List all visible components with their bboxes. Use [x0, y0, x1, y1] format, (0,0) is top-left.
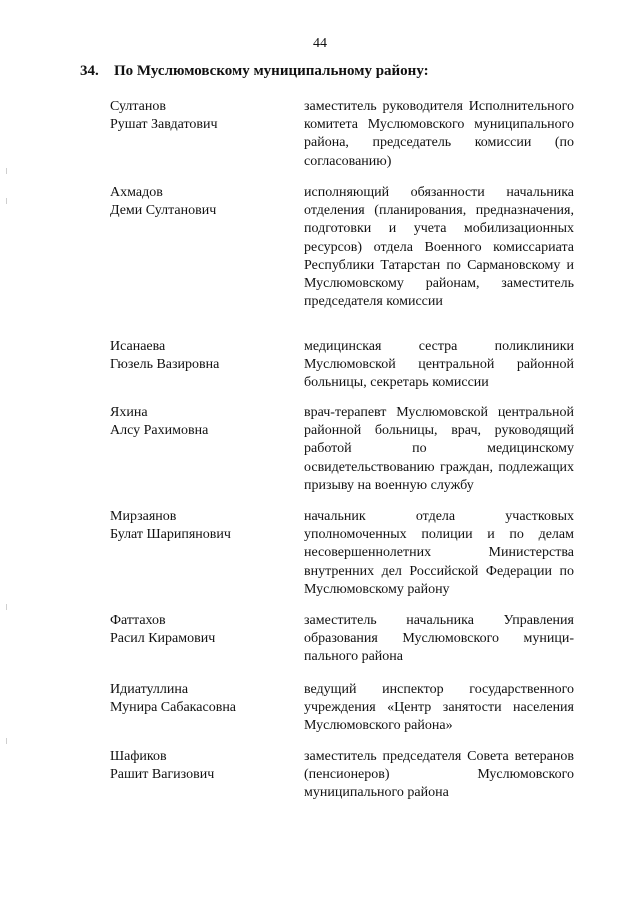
member-role: начальник отдела участковых уполномоченных полиции и по делам несовершеннолетних Министерства внутренних дел Российской Федерации по Муслюмовскому району — [304, 509, 574, 597]
member-name — [110, 681, 290, 717]
member-name — [110, 338, 290, 374]
scan-edge-mark — [6, 604, 7, 610]
member-surname: Идиатуллина — [110, 682, 189, 697]
member-given-names: Булат Шарипянович — [110, 527, 231, 542]
section-title — [80, 62, 600, 80]
section-title-text: По Муслюмовскому муниципальному району: — [114, 63, 429, 79]
member-role: медицинская сестра поликлиники Муслюмовской центральной районной больницы, секретарь комиссии — [304, 339, 574, 391]
member-given-names: Рушат Завдатович — [110, 117, 218, 132]
member-given-names: Рашит Вагизович — [110, 767, 215, 782]
page-number: 44 — [313, 36, 327, 51]
member-role: исполняющий обязанности начальника отделения (планирования, предназначения, подготовки и учета мобилизационных ресурсов) отдела Военного комиссариата Республики Татарстан по Сармановскому и Муслюмовскому районам, заместитель председателя комиссии — [304, 185, 574, 310]
member-surname: Султанов — [110, 99, 166, 114]
section-number: 34. — [80, 63, 99, 79]
member-surname: Шафиков — [110, 749, 167, 764]
member-name — [110, 184, 290, 220]
member-given-names: Деми Султанович — [110, 203, 217, 218]
member-role: врач-терапевт Муслюмовской центральной районной больницы, врач, руководящий работой по медицинскому освидетельствованию граждан, подлежащих призыву на военную службу — [304, 405, 574, 493]
member-given-names: Алсу Рахимовна — [110, 423, 209, 438]
member-name — [110, 404, 290, 440]
member-surname: Исанаева — [110, 339, 166, 354]
member-role: заместитель начальника Управления образования Муслюмовского муниципального района — [304, 613, 574, 665]
member-given-names: Расил Кирамович — [110, 631, 216, 646]
scan-edge-mark — [6, 198, 7, 204]
member-name — [110, 748, 290, 784]
member-name — [110, 508, 290, 544]
member-surname: Фаттахов — [110, 613, 166, 628]
scan-edge-mark — [6, 168, 7, 174]
member-surname: Ахмадов — [110, 185, 163, 200]
member-name — [110, 612, 290, 648]
member-role: заместитель председателя Совета ветеранов (пенсионеров) Муслюмовского муниципального района — [304, 749, 574, 801]
member-surname: Мирзаянов — [110, 509, 177, 524]
member-role: заместитель руководителя Исполнительного комитета Муслюмовского муниципального района, председатель комиссии (по согласованию) — [304, 99, 574, 169]
member-surname: Яхина — [110, 405, 148, 420]
member-given-names: Гюзель Вазировна — [110, 357, 220, 372]
member-role: ведущий инспектор государственного учреждения «Центр занятости населения Муслюмовского района» — [304, 682, 574, 734]
scan-edge-mark — [6, 738, 7, 744]
member-name — [110, 98, 290, 134]
member-given-names: Мунира Сабакасовна — [110, 700, 237, 715]
